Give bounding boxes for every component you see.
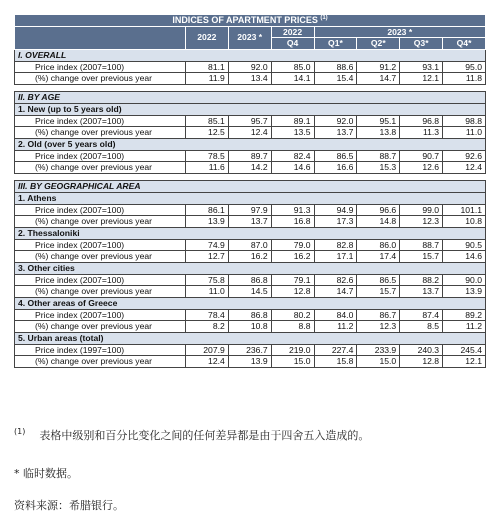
header-row-years [15, 26, 486, 38]
row-value: 92.0 [314, 115, 357, 127]
row-value: 89.1 [271, 115, 314, 127]
row-value: 11.6 [185, 162, 228, 174]
row-value: 233.9 [357, 344, 400, 356]
row-value: 86.5 [314, 150, 357, 162]
section-header-row [15, 180, 486, 192]
group-header-row [15, 297, 486, 309]
header-quarter: Q1* [314, 38, 357, 50]
row-value: 12.8 [271, 286, 314, 298]
row-value: 92.6 [443, 150, 486, 162]
row-value: 13.7 [400, 286, 443, 298]
footnote-marker: (1) [14, 427, 26, 437]
section-title: I. OVERALL [15, 49, 486, 61]
row-value: 93.1 [400, 61, 443, 73]
section-spacer [15, 173, 486, 180]
table-title [15, 15, 486, 27]
row-value: 15.4 [314, 73, 357, 85]
row-value: 13.5 [271, 127, 314, 139]
header-blank [15, 26, 186, 49]
table-row [15, 73, 486, 85]
row-value: 84.0 [314, 309, 357, 321]
table-row [15, 115, 486, 127]
row-value: 11.2 [443, 321, 486, 333]
row-value: 13.9 [185, 216, 228, 228]
row-value: 14.6 [271, 162, 314, 174]
apartment-price-table-container [14, 14, 486, 368]
row-value: 88.7 [400, 239, 443, 251]
group-title: 2. Thessaloniki [15, 227, 486, 239]
row-value: 96.6 [357, 204, 400, 216]
row-value: 95.1 [357, 115, 400, 127]
row-value: 14.6 [443, 251, 486, 263]
row-value: 12.1 [400, 73, 443, 85]
group-header-row [15, 138, 486, 150]
row-label: (%) change over previous year [15, 286, 186, 298]
header-group-2022: 2022 [271, 26, 314, 38]
row-value: 79.0 [271, 239, 314, 251]
group-title: 4. Other areas of Greece [15, 297, 486, 309]
row-value: 91.3 [271, 204, 314, 216]
row-value: 11.2 [314, 321, 357, 333]
row-value: 12.4 [443, 162, 486, 174]
table-row [15, 61, 486, 73]
title-note-marker: (1) [320, 15, 328, 21]
row-value: 82.4 [271, 150, 314, 162]
row-value: 85.0 [271, 61, 314, 73]
row-value: 236.7 [228, 344, 271, 356]
row-value: 13.4 [228, 73, 271, 85]
row-value: 88.7 [357, 150, 400, 162]
header-quarter: Q3* [400, 38, 443, 50]
row-value: 89.7 [228, 150, 271, 162]
row-value: 87.4 [400, 309, 443, 321]
row-value: 15.7 [357, 286, 400, 298]
table-row [15, 344, 486, 356]
row-value: 12.8 [400, 356, 443, 368]
row-value: 17.4 [357, 251, 400, 263]
header-quarter: Q4 [271, 38, 314, 50]
row-label: Price index (2007=100) [15, 204, 186, 216]
row-value: 11.0 [443, 127, 486, 139]
row-label: Price index (2007=100) [15, 61, 186, 73]
row-value: 96.8 [400, 115, 443, 127]
row-value: 82.8 [314, 239, 357, 251]
row-value: 16.2 [228, 251, 271, 263]
row-label: Price index (2007=100) [15, 150, 186, 162]
row-value: 15.0 [357, 356, 400, 368]
row-value: 11.0 [185, 286, 228, 298]
section-header-row [15, 91, 486, 103]
table-row [15, 127, 486, 139]
group-header-row [15, 262, 486, 274]
row-value: 78.4 [185, 309, 228, 321]
row-value: 245.4 [443, 344, 486, 356]
row-value: 13.7 [314, 127, 357, 139]
row-value: 75.8 [185, 274, 228, 286]
table-row [15, 216, 486, 228]
table-row [15, 251, 486, 263]
section-title: III. BY GEOGRAPHICAL AREA [15, 180, 486, 192]
row-value: 94.9 [314, 204, 357, 216]
row-label: Price index (2007=100) [15, 115, 186, 127]
header-year-2022: 2022 [185, 26, 228, 49]
row-value: 12.4 [228, 127, 271, 139]
row-value: 74.9 [185, 239, 228, 251]
row-value: 10.8 [443, 216, 486, 228]
row-value: 17.3 [314, 216, 357, 228]
row-value: 11.3 [400, 127, 443, 139]
row-label: Price index (2007=100) [15, 309, 186, 321]
row-value: 12.3 [400, 216, 443, 228]
row-value: 13.7 [228, 216, 271, 228]
row-value: 16.8 [271, 216, 314, 228]
row-value: 17.1 [314, 251, 357, 263]
row-value: 81.1 [185, 61, 228, 73]
row-value: 97.9 [228, 204, 271, 216]
row-value: 14.7 [357, 73, 400, 85]
row-value: 88.6 [314, 61, 357, 73]
row-value: 11.9 [185, 73, 228, 85]
group-title: 5. Urban areas (total) [15, 332, 486, 344]
group-header-row [15, 192, 486, 204]
table-row [15, 321, 486, 333]
footnote-source: 资料来源：希腊银行。 [14, 499, 124, 512]
row-value: 80.2 [271, 309, 314, 321]
group-title: 3. Other cities [15, 262, 486, 274]
header-year-2023: 2023 * [228, 26, 271, 49]
group-title: 1. New (up to 5 years old) [15, 103, 486, 115]
table-row [15, 309, 486, 321]
row-label: Price index (1997=100) [15, 344, 186, 356]
table-row [15, 239, 486, 251]
row-value: 86.8 [228, 309, 271, 321]
row-label: (%) change over previous year [15, 356, 186, 368]
row-value: 90.0 [443, 274, 486, 286]
row-value: 91.2 [357, 61, 400, 73]
row-value: 86.7 [357, 309, 400, 321]
table-title-row [15, 15, 486, 27]
table-body [15, 49, 486, 367]
row-label: (%) change over previous year [15, 321, 186, 333]
row-value: 11.8 [443, 73, 486, 85]
row-value: 95.7 [228, 115, 271, 127]
group-header-row [15, 227, 486, 239]
row-value: 79.1 [271, 274, 314, 286]
row-value: 16.6 [314, 162, 357, 174]
row-label: (%) change over previous year [15, 162, 186, 174]
row-value: 98.8 [443, 115, 486, 127]
row-value: 12.5 [185, 127, 228, 139]
section-spacer-cell [15, 84, 486, 91]
row-value: 16.2 [271, 251, 314, 263]
header-group-2023: 2023 * [314, 26, 486, 38]
group-header-row [15, 103, 486, 115]
table-row [15, 286, 486, 298]
row-value: 15.7 [400, 251, 443, 263]
section-header-row [15, 49, 486, 61]
row-value: 82.6 [314, 274, 357, 286]
footnote-rounding-text: 表格中级别和百分比变化之间的任何差异都是由于四舍五入造成的。 [39, 429, 370, 442]
row-value: 14.7 [314, 286, 357, 298]
row-value: 15.0 [271, 356, 314, 368]
row-label: Price index (2007=100) [15, 274, 186, 286]
row-value: 14.5 [228, 286, 271, 298]
row-value: 89.2 [443, 309, 486, 321]
row-value: 13.9 [228, 356, 271, 368]
row-value: 86.8 [228, 274, 271, 286]
row-value: 86.0 [357, 239, 400, 251]
row-value: 227.4 [314, 344, 357, 356]
row-value: 14.1 [271, 73, 314, 85]
row-value: 87.0 [228, 239, 271, 251]
group-title: 2. Old (over 5 years old) [15, 138, 486, 150]
header-quarter: Q2* [357, 38, 400, 50]
row-value: 92.0 [228, 61, 271, 73]
row-value: 86.1 [185, 204, 228, 216]
section-spacer-cell [15, 173, 486, 180]
table-row [15, 204, 486, 216]
row-value: 8.8 [271, 321, 314, 333]
row-value: 8.5 [400, 321, 443, 333]
row-value: 86.5 [357, 274, 400, 286]
table-row [15, 356, 486, 368]
row-value: 8.2 [185, 321, 228, 333]
row-label: (%) change over previous year [15, 216, 186, 228]
row-value: 13.9 [443, 286, 486, 298]
row-value: 219.0 [271, 344, 314, 356]
row-value: 90.7 [400, 150, 443, 162]
row-value: 12.3 [357, 321, 400, 333]
row-value: 85.1 [185, 115, 228, 127]
row-label: (%) change over previous year [15, 251, 186, 263]
row-label: (%) change over previous year [15, 73, 186, 85]
table-row [15, 150, 486, 162]
group-title: 1. Athens [15, 192, 486, 204]
row-value: 88.2 [400, 274, 443, 286]
row-label: Price index (2007=100) [15, 239, 186, 251]
row-value: 14.2 [228, 162, 271, 174]
row-value: 101.1 [443, 204, 486, 216]
row-value: 15.3 [357, 162, 400, 174]
row-value: 10.8 [228, 321, 271, 333]
section-title: II. BY AGE [15, 91, 486, 103]
row-value: 13.8 [357, 127, 400, 139]
table-row [15, 274, 486, 286]
row-value: 78.5 [185, 150, 228, 162]
row-value: 15.8 [314, 356, 357, 368]
row-value: 95.0 [443, 61, 486, 73]
row-value: 12.1 [443, 356, 486, 368]
row-value: 14.8 [357, 216, 400, 228]
group-header-row [15, 332, 486, 344]
section-spacer [15, 84, 486, 91]
table-row [15, 162, 486, 174]
row-value: 99.0 [400, 204, 443, 216]
header-quarter: Q4* [443, 38, 486, 50]
row-value: 12.6 [400, 162, 443, 174]
row-value: 12.7 [185, 251, 228, 263]
row-value: 240.3 [400, 344, 443, 356]
row-label: (%) change over previous year [15, 127, 186, 139]
footnote-provisional: * 临时数据。 [14, 467, 78, 480]
table-title-text: INDICES OF APARTMENT PRICES [172, 15, 318, 25]
apartment-price-table [14, 14, 486, 368]
footnote-rounding [14, 427, 369, 443]
row-value: 12.4 [185, 356, 228, 368]
row-value: 207.9 [185, 344, 228, 356]
row-value: 90.5 [443, 239, 486, 251]
